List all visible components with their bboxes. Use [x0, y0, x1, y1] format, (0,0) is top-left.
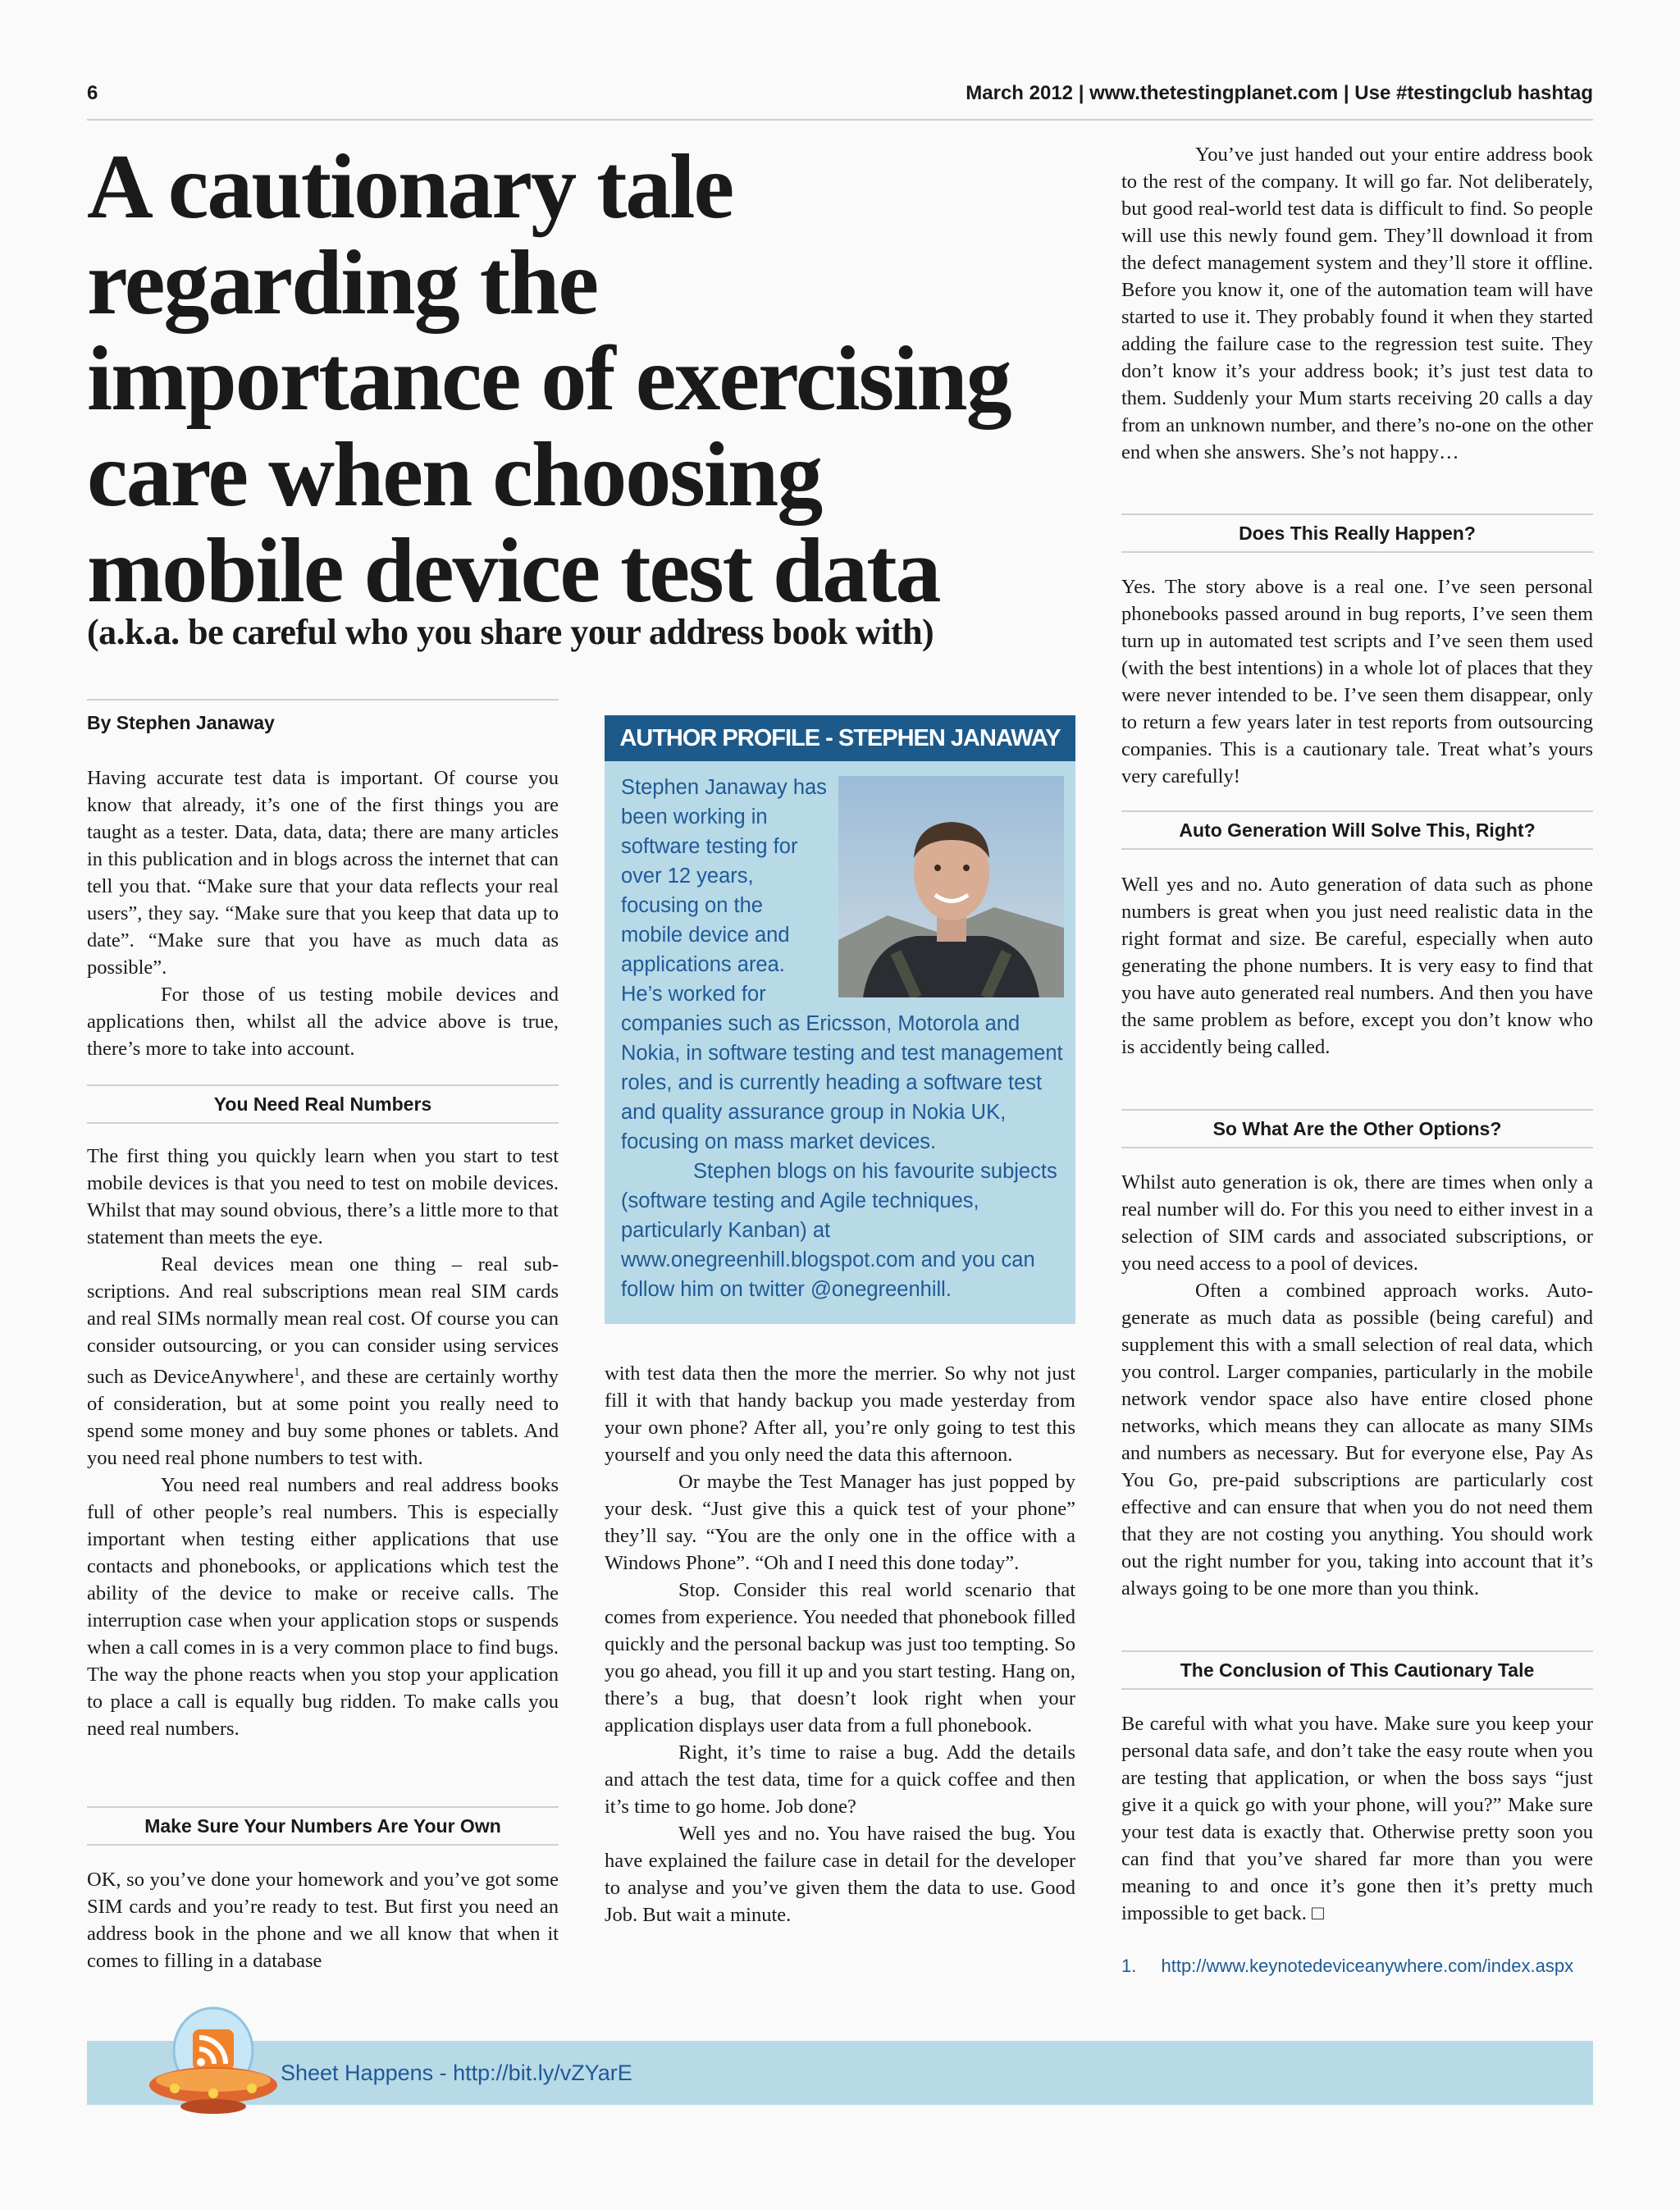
- title-line: mobile device test data: [87, 520, 940, 622]
- paragraph: Stop. Consider this real world scenario that comes from experience. You needed that phonebook filled quickly and the personal backup was just too tempting. So you go ahead, you fill it up and you start testing. Hang on, there’s a bug, that doesn’t look right when your application displays user data from a full phonebook.: [605, 1579, 1075, 1737]
- author-photo: [838, 776, 1064, 997]
- paragraph: Having accurate test data is important. Of course you know that already, it’s one of the first things you are taught as a tester. Data, data, data; there are many articles in this publication and in blogs across the internet that can tell you that. “Make sure that your data reflects your real users”, they say. “Make sure that you keep that data up to date”. “Make sure that you have as much data as possible”.: [87, 767, 559, 979]
- text-run: Real devices mean one thing – real sub-scriptions. And real subscriptions mean real SIM cards and real SIMs normally mean real cost. Of course you can consider outsourcing, or you can consider using services such as DeviceAnywhere: [87, 1253, 559, 1389]
- paragraph: Well yes and no. You have raised the bug. You have explained the failure case in detail for the developer to analyse and you’ve given them the data to use. Good Job. But wait a minute.: [605, 1823, 1075, 1926]
- section-heading: So What Are the Other Options?: [1121, 1109, 1593, 1148]
- paragraph: Be careful with what you have. Make sure you keep your personal data safe, and don’t take the easy route when you are testing that application, or when the boss says “just give it a quick go with your phone, will you?” Make sure your test data is exactly that. Otherwise pretty soon you can find that you’ve shared far more than you were meaning to and once it’s gone then it’s pretty much impossible to get back. □: [1121, 1713, 1593, 1924]
- text-run: , and these are certainly worthy of consideration, but at some point you really need to spend some money and buy some phones or tablets. And you need real phone numbers to test with.: [87, 1366, 559, 1470]
- column-1-mid: [87, 1143, 559, 1742]
- paragraph: You need real numbers and real address books full of other people’s real numbers. This is especially important when testing either applications that use contacts and phonebooks, or applications which test the ability of the device to make or receive calls. The interruption case when your application stops or suspends when a call comes in is a very common place to find bugs. The way the phone reacts when you stop your application to place a call is equally bug ridden. To make calls you need real numbers.: [87, 1474, 559, 1741]
- footer-link[interactable]: Sheet Happens - http://bit.ly/vZYarE: [281, 2061, 632, 2085]
- column-1-top: [87, 764, 559, 1062]
- footnote-number: 1.: [1121, 1956, 1137, 1976]
- article-title: [87, 136, 1104, 622]
- column-3-top: [1121, 141, 1593, 466]
- issue-info: March 2012 | www.thetestingplanet.com | Use #testingclub hashtag: [966, 82, 1593, 104]
- column-1-bottom: [87, 1866, 559, 1974]
- section-heading: Auto Generation Will Solve This, Right?: [1121, 810, 1593, 850]
- section-heading: Does This Really Happen?: [1121, 513, 1593, 553]
- footnote: [1121, 1956, 1573, 1977]
- paragraph: Often a combined approach works. Auto-generate as much data as possible (being careful) and supplement this with a small selection of real data, which you control. Larger companies, particularly in the mobile network vendor space also have entire closed phone networks, which means they can allocate as many SIMs and numbers as necessary. But for everyone else, Pay As You Go, pre-paid subscriptions are particularly cost effective and can ensure that when you do not need them that they are not costing you anything. You should work out the right number for you, taking into account that it’s always going to be one more than you think.: [1121, 1280, 1593, 1600]
- section-heading: Make Sure Your Numbers Are Your Own: [87, 1806, 559, 1846]
- paragraph: You’ve just handed out your entire address book to the rest of the company. It will go far. Not deliberately, but good real-world test data is difficult to find. So people will use this newly found gem. They’ll download it from the defect management system and they’ll store it offline. Before you know it, one of the automation team will have started to use it. They probably found it when they started adding the failure case to the regression test suite. They don’t know it’s your address book; it’s just test data to them. Suddenly your Mum starts receiving 20 calls a day from an unknown number, and there’s no-one on the other end when she answers. She’s not happy…: [1121, 144, 1593, 463]
- column-3-a: [1121, 573, 1593, 790]
- title-line: A cautionary tale: [87, 136, 733, 238]
- article-subtitle: (a.k.a. be careful who you share your address book with): [87, 612, 934, 652]
- section-heading: The Conclusion of This Cautionary Tale: [1121, 1650, 1593, 1690]
- column-3-d: [1121, 1710, 1593, 1927]
- section-heading: You Need Real Numbers: [87, 1084, 559, 1124]
- column-2: [605, 1360, 1075, 1928]
- paragraph: Whilst auto generation is ok, there are times when only a real number will do. For this you need to either invest in a selection of SIM cards and associated subscriptions, or you need access to a pool of devices.: [1121, 1171, 1593, 1275]
- page-number: 6: [87, 82, 98, 104]
- paragraph: Right, it’s time to raise a bug. Add the details and attach the test data, time for a quick coffee and then it’s time to go home. Job done?: [605, 1741, 1075, 1818]
- footnote-link[interactable]: http://www.keynotedeviceanywhere.com/index.aspx: [1161, 1956, 1574, 1976]
- profile-paragraph: Stephen Janaway has been working in software testing for over 12 years, focusing on the mobile device and applications area. He’s worked for companies such as Ericsson, Motorola and Nokia, in software testing and test management roles, and is currently heading a software test and quality assurance group in Nokia UK, focusing on mass market devices.: [621, 776, 1063, 1153]
- paragraph: The first thing you quickly learn when you start to test mobile devices is that you need to test on mobile devices. Whilst that may sound obvious, there’s a little more to that statement than meets the eye.: [87, 1145, 559, 1248]
- rss-ufo-icon: [144, 1993, 283, 2133]
- footnote-marker: 1: [294, 1366, 300, 1379]
- header-rule: [87, 119, 1593, 121]
- paragraph: Or maybe the Test Manager has just popped by your desk. “Just give this a quick test of your phone” they’ll say. “You are the only one in the office with a Windows Phone”. “Oh and I need this done today”.: [605, 1471, 1075, 1574]
- byline-rule: [87, 699, 559, 701]
- title-line: regarding the: [87, 232, 598, 334]
- paragraph: Well yes and no. Auto generation of data such as phone numbers is great when you just need realistic data in the right format and size. Be careful, especially when auto generating the phone numbers. It is very easy to find that you have auto generated real numbers. And then you have the same problem as before, except you don’t know who is accidently being called.: [1121, 874, 1593, 1058]
- column-3-c: [1121, 1169, 1593, 1602]
- paragraph: [87, 1251, 559, 1472]
- paragraph: For those of us testing mobile devices and applications then, whilst all the advice above is true, there’s more to take into account.: [87, 984, 559, 1060]
- column-3-b: [1121, 871, 1593, 1061]
- title-line: importance of exercising: [87, 328, 1011, 430]
- paragraph: Yes. The story above is a real one. I’ve seen personal phonebooks passed around in bug reports, I’ve seen them turn up in automated test scripts and I’ve seen them used (with the best intentions) in a whole lot of places that they were never intended to be. I’ve seen them disappear, only to return a few years later in test reports from outsourcing companies. This is a cautionary tale. Treat what’s yours very carefully!: [1121, 576, 1593, 787]
- byline: By Stephen Janaway: [87, 712, 275, 733]
- paragraph: with test data then the more the merrier. So why not just fill it with that handy backup you made yesterday from your own phone? After all, you’re only going to test this yourself and you only need the data this afternoon.: [605, 1362, 1075, 1466]
- author-profile-text: [621, 773, 1064, 1304]
- profile-paragraph: Stephen blogs on his favourite subjects (software testing and Agile techniques, particularly Kanban) at www.onegreenhill.blogspot.com and you can follow him on twitter @onegreenhill.: [621, 1160, 1057, 1301]
- title-line: care when choosing: [87, 424, 822, 526]
- paragraph: OK, so you’ve done your homework and you’ve got some SIM cards and you’re ready to test. But first you need an address book in the phone and we all know that when it comes to filling in a database: [87, 1869, 559, 1972]
- author-profile-heading: AUTHOR PROFILE - STEPHEN JANAWAY: [605, 715, 1075, 761]
